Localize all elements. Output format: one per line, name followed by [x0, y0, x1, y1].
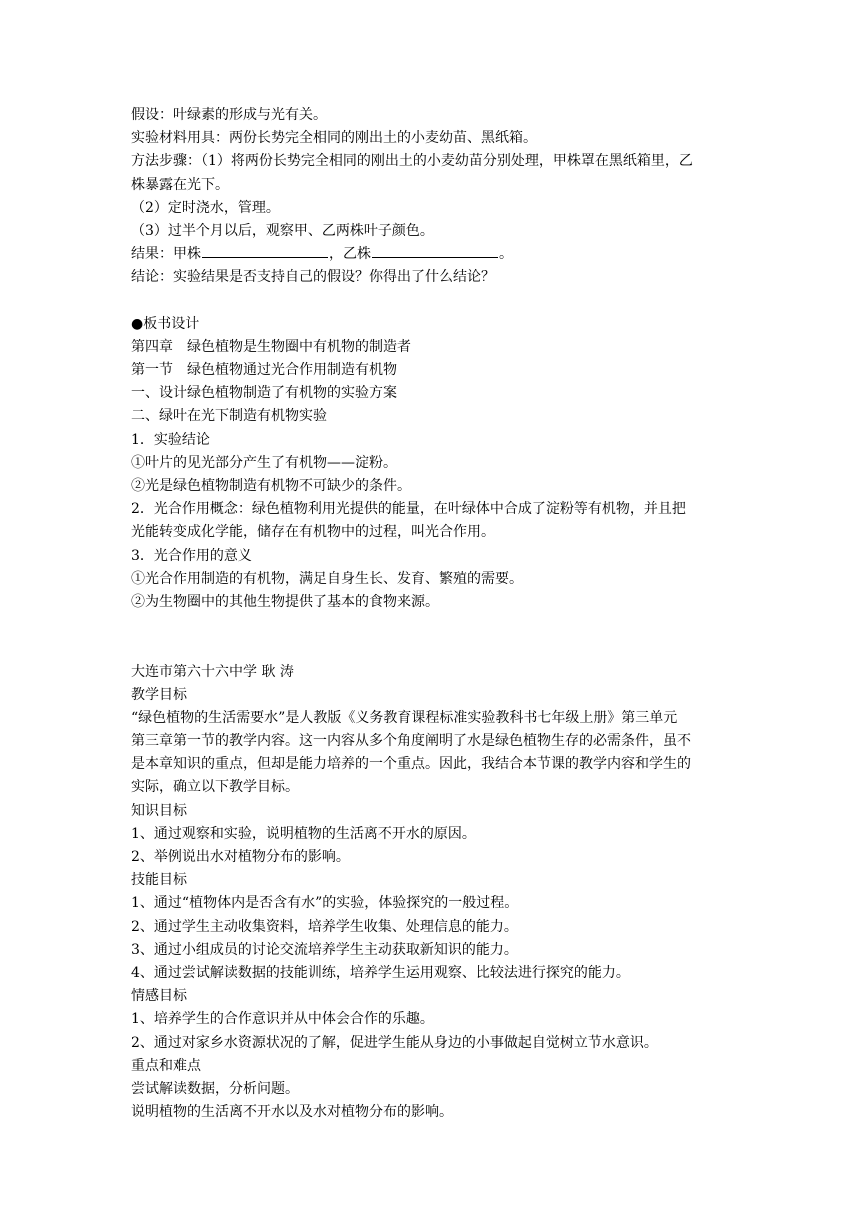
key-point-1: 尝试解读数据，分析问题。 — [131, 1080, 299, 1097]
result-line — [131, 243, 741, 266]
author-line: 大连市第六十六中学 耿 涛 — [131, 663, 294, 680]
method-line-2: 株暴露在光下。 — [131, 176, 229, 193]
intro-line-2: 第三章第一节的教学内容。这一内容从多个角度阐明了水是绿色植物生存的必需条件，虽不 — [131, 733, 691, 750]
knowledge-goal-2: 2、举例说出水对植物分布的影响。 — [131, 849, 350, 866]
result-suffix: 。 — [499, 246, 513, 263]
step-3-line: （3）过半个月以后，观察甲、乙两株叶子颜色。 — [131, 222, 434, 239]
emotion-goal-2: 2、通过对家乡水资源状况的了解，促进学生能从身边的小事做起自觉树立节水意识。 — [131, 1034, 658, 1051]
conclusion-point-1: ①叶片的见光部分产生了有机物——淀粉。 — [131, 454, 397, 471]
teaching-plan-section — [131, 661, 741, 1125]
intro-line-1: “绿色植物的生活需要水”是人教版《义务教育课程标准实验教科书七年级上册》第三单元 — [131, 709, 678, 726]
skill-goal-4: 4、通过尝试解读数据的技能训练，培养学生运用观察、比较法进行探究的能力。 — [131, 964, 630, 981]
result-blank-b — [372, 243, 498, 258]
hypothesis-line: 假设：叶绿素的形成与光有关。 — [131, 107, 327, 123]
heading-key-points: 重点和难点 — [131, 1057, 201, 1074]
document-page — [131, 104, 741, 1124]
step-2-line: （2）定时浇水，管理。 — [131, 199, 280, 216]
experiment-section — [131, 104, 741, 290]
result-middle: ，乙株 — [329, 246, 371, 263]
conclusion-line: 结论：实验结果是否支持自己的假设？你得出了什么结论？ — [131, 269, 495, 286]
spacer — [131, 290, 741, 313]
spacer — [131, 614, 741, 660]
significance-point-1: ①光合作用制造的有机物，满足自身生长、发育、繁殖的需要。 — [131, 570, 523, 587]
skill-goal-3: 3、通过小组成员的讨论交流培养学生主动获取新知识的能力。 — [131, 941, 518, 958]
chapter-title: 第四章 绿色植物是生物圈中有机物的制造者 — [131, 338, 411, 355]
outline-subitem-1: 1．实验结论 — [131, 431, 210, 448]
outline-item-1: 一、设计绿色植物制造了有机物的实验方案 — [131, 385, 397, 402]
knowledge-goal-1: 1、通过观察和实验，说明植物的生活离不开水的原因。 — [131, 825, 476, 842]
materials-line: 实验材料用具：两份长势完全相同的刚出土的小麦幼苗、黑纸箱。 — [131, 130, 537, 147]
board-design-heading: ●板书设计 — [131, 315, 200, 332]
board-design-section — [131, 313, 741, 614]
section-title: 第一节 绿色植物通过光合作用制造有机物 — [131, 362, 397, 379]
method-line-1: 方法步骤：（1）将两份长势完全相同的刚出土的小麦幼苗分别处理，甲株罩在黑纸箱里，乙 — [131, 153, 693, 170]
intro-line-3: 是本章知识的重点，但却是能力培养的一个重点。因此，我结合本节课的教学内容和学生的 — [131, 756, 691, 773]
concept-line-2: 光能转变成化学能，储存在有机物中的过程，叫光合作用。 — [131, 524, 495, 541]
outline-subitem-3: 3．光合作用的意义 — [131, 547, 252, 564]
heading-emotion-goals: 情感目标 — [131, 988, 187, 1005]
heading-skill-goals: 技能目标 — [131, 872, 187, 889]
heading-knowledge-goals: 知识目标 — [131, 802, 187, 819]
significance-point-2: ②为生物圈中的其他生物提供了基本的食物来源。 — [131, 593, 439, 610]
skill-goal-2: 2、通过学生主动收集资料，培养学生收集、处理信息的能力。 — [131, 918, 518, 935]
intro-line-4: 实际，确立以下教学目标。 — [131, 779, 299, 796]
result-blank-a — [202, 243, 328, 258]
heading-teaching-goals: 教学目标 — [131, 686, 187, 703]
emotion-goal-1: 1、培养学生的合作意识并从中体会合作的乐趣。 — [131, 1011, 434, 1028]
skill-goal-1: 1、通过“植物体内是否含有水”的实验，体验探究的一般过程。 — [131, 895, 519, 912]
concept-line-1: 2．光合作用概念：绿色植物利用光提供的能量，在叶绿体中合成了淀粉等有机物，并且把 — [131, 501, 686, 518]
outline-item-2: 二、绿叶在光下制造有机物实验 — [131, 408, 327, 425]
conclusion-point-2: ②光是绿色植物制造有机物不可缺少的条件。 — [131, 478, 411, 494]
key-point-2: 说明植物的生活离不开水以及水对植物分布的影响。 — [131, 1104, 453, 1121]
result-prefix: 结果：甲株 — [131, 246, 201, 263]
